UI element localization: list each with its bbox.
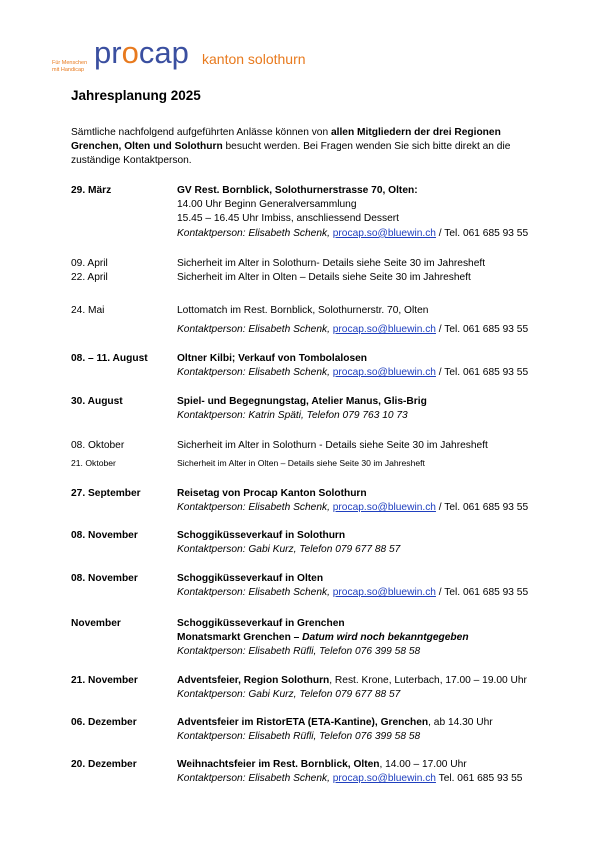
event-description — [177, 716, 577, 744]
event-contact: Kontaktperson: Elisabeth Rüfli, Telefon 076 399 58 58 — [177, 731, 421, 743]
event-subtitle-dash: – — [290, 632, 303, 644]
contact-phone: / Tel. 061 685 93 55 — [435, 227, 529, 239]
event-description: Sicherheit im Alter in Solothurn- Details siehe Seite 30 im Jahresheft — [177, 258, 486, 269]
event-title-bold: Adventsfeier im RistorETA (ETA-Kantine), Grenchen — [177, 717, 429, 728]
event-contact — [177, 323, 577, 337]
event-description — [177, 529, 577, 557]
event-description — [177, 758, 577, 786]
event-date: 27. September — [71, 488, 141, 499]
event-date: 24. Mai — [71, 305, 105, 316]
event-date: November — [71, 618, 121, 629]
intro-text-2: besucht werden. Bei Fragen wenden Sie sich bitte direkt an die zuständige Kontaktperson. — [71, 141, 511, 167]
event-contact: Kontaktperson: Gabi Kurz, Telefon 079 677 88 57 — [177, 689, 401, 701]
event-contact: Kontaktperson: Katrin Späti, Telefon 079 763 10 73 — [177, 410, 408, 422]
intro-bold: allen Mitgliedern der drei Regionen Grenchen, Olten und Solothurn — [71, 127, 501, 153]
logo-word-o: o — [121, 35, 139, 70]
contact-phone: / Tel. 061 685 93 55 — [435, 367, 529, 379]
event-title-bold: Adventsfeier, Region Solothurn — [177, 675, 330, 686]
event-description — [177, 184, 577, 241]
event-title-rest: , 14.00 – 17.00 Uhr — [379, 759, 467, 770]
email-link[interactable]: procap.so@bluewin.ch — [332, 227, 436, 239]
event-date: 30. August — [71, 396, 123, 407]
intro-paragraph — [71, 126, 541, 169]
event-contact — [177, 772, 577, 786]
event-contact — [177, 227, 577, 241]
event-title — [177, 758, 577, 772]
event-date: 29. März — [71, 185, 112, 196]
event-date: 08. Oktober — [71, 440, 125, 451]
event-date: 21. November — [71, 675, 138, 686]
logo-word-pr: pr — [94, 35, 122, 70]
event-date: 09. April — [71, 258, 108, 269]
event-contact — [177, 366, 577, 380]
event-contact: Kontaktperson: Gabi Kurz, Telefon 079 677 88 57 — [177, 544, 401, 556]
event-description: Sicherheit im Alter in Olten – Details siehe Seite 30 im Jahresheft — [177, 458, 425, 468]
event-contact: Kontaktperson: Elisabeth Rüfli, Telefon 076 399 58 58 — [177, 646, 421, 658]
event-title: Spiel- und Begegnungstag, Atelier Manus, Glis-Brig — [177, 396, 427, 407]
event-title: GV Rest. Bornblick, Solothurnerstrasse 70, Olten: — [177, 185, 418, 196]
event-description: Sicherheit im Alter in Olten – Details siehe Seite 30 im Jahresheft — [177, 272, 471, 283]
contact-label: Kontaktperson: Elisabeth Schenk, — [177, 324, 333, 336]
email-link[interactable]: procap.so@bluewin.ch — [332, 502, 436, 514]
event-contact — [177, 501, 577, 515]
email-link[interactable]: procap.so@bluewin.ch — [332, 587, 436, 599]
contact-phone: / Tel. 061 685 93 55 — [435, 324, 529, 336]
contact-label: Kontaktperson: Elisabeth Schenk, — [177, 227, 333, 239]
contact-label: Kontaktperson: Elisabeth Schenk, — [177, 367, 333, 379]
event-title: Schoggiküsseverkauf in Olten — [177, 573, 324, 584]
logo-tagline: Für Menschen mit Handicap — [52, 60, 88, 73]
event-title: Oltner Kilbi; Verkauf von Tombolalosen — [177, 353, 368, 364]
email-link[interactable]: procap.so@bluewin.ch — [332, 324, 436, 336]
procap-logo — [94, 35, 189, 71]
event-date: 08. November — [71, 530, 138, 541]
event-description — [177, 617, 577, 660]
event-date: 08. November — [71, 573, 138, 584]
event-description — [177, 304, 577, 337]
event-description — [177, 352, 577, 380]
event-title: Reisetag von Procap Kanton Solothurn — [177, 488, 367, 499]
contact-label: Kontaktperson: Elisabeth Schenk, — [177, 502, 333, 514]
contact-phone: / Tel. 061 685 93 55 — [435, 502, 529, 514]
event-date: 21. Oktober — [71, 458, 116, 468]
event-description — [177, 395, 577, 423]
event-description — [177, 572, 577, 600]
event-description — [177, 487, 577, 515]
event-date: 06. Dezember — [71, 717, 137, 728]
event-date: 20. Dezember — [71, 759, 137, 770]
event-subtitle — [177, 631, 577, 645]
event-title-rest: , Rest. Krone, Luterbach, 17.00 – 19.00 Uhr — [329, 675, 527, 686]
event-title — [177, 716, 577, 730]
logo-word-cap: cap — [138, 35, 189, 70]
event-date: 22. April — [71, 272, 108, 283]
intro-text-1: Sämtliche nachfolgend aufgeführten Anlässe können von — [71, 127, 331, 138]
event-title: Schoggiküsseverkauf in Grenchen — [177, 618, 345, 629]
page-title: Jahresplanung 2025 — [71, 88, 201, 103]
event-contact — [177, 586, 577, 600]
logo-region: kanton solothurn — [202, 51, 306, 67]
contact-phone: / Tel. 061 685 93 55 — [435, 587, 529, 599]
event-detail: 14.00 Uhr Beginn Generalversammlung — [177, 199, 357, 211]
contact-label: Kontaktperson: Elisabeth Schenk, — [177, 773, 333, 785]
contact-phone: Tel. 061 685 93 55 — [435, 773, 523, 785]
event-title: Lottomatch im Rest. Bornblick, Solothurnerstr. 70, Olten — [177, 305, 429, 316]
email-link[interactable]: procap.so@bluewin.ch — [332, 773, 436, 785]
event-subtitle-bold: Monatsmarkt Grenchen — [177, 632, 291, 644]
event-title-bold: Weihnachtsfeier im Rest. Bornblick, Olten — [177, 759, 380, 770]
event-title-rest: , ab 14.30 Uhr — [428, 717, 493, 728]
event-description — [177, 674, 577, 702]
contact-label: Kontaktperson: Elisabeth Schenk, — [177, 587, 333, 599]
event-detail: 15.45 – 16.45 Uhr Imbiss, anschliessend Dessert — [177, 213, 399, 225]
event-title: Schoggiküsseverkauf in Solothurn — [177, 530, 346, 541]
event-date: 08. – 11. August — [71, 353, 148, 364]
email-link[interactable]: procap.so@bluewin.ch — [332, 367, 436, 379]
event-description: Sicherheit im Alter in Solothurn - Details siehe Seite 30 im Jahresheft — [177, 440, 488, 451]
event-title — [177, 674, 577, 688]
event-subtitle-note: Datum wird noch bekanntgegeben — [302, 632, 469, 644]
